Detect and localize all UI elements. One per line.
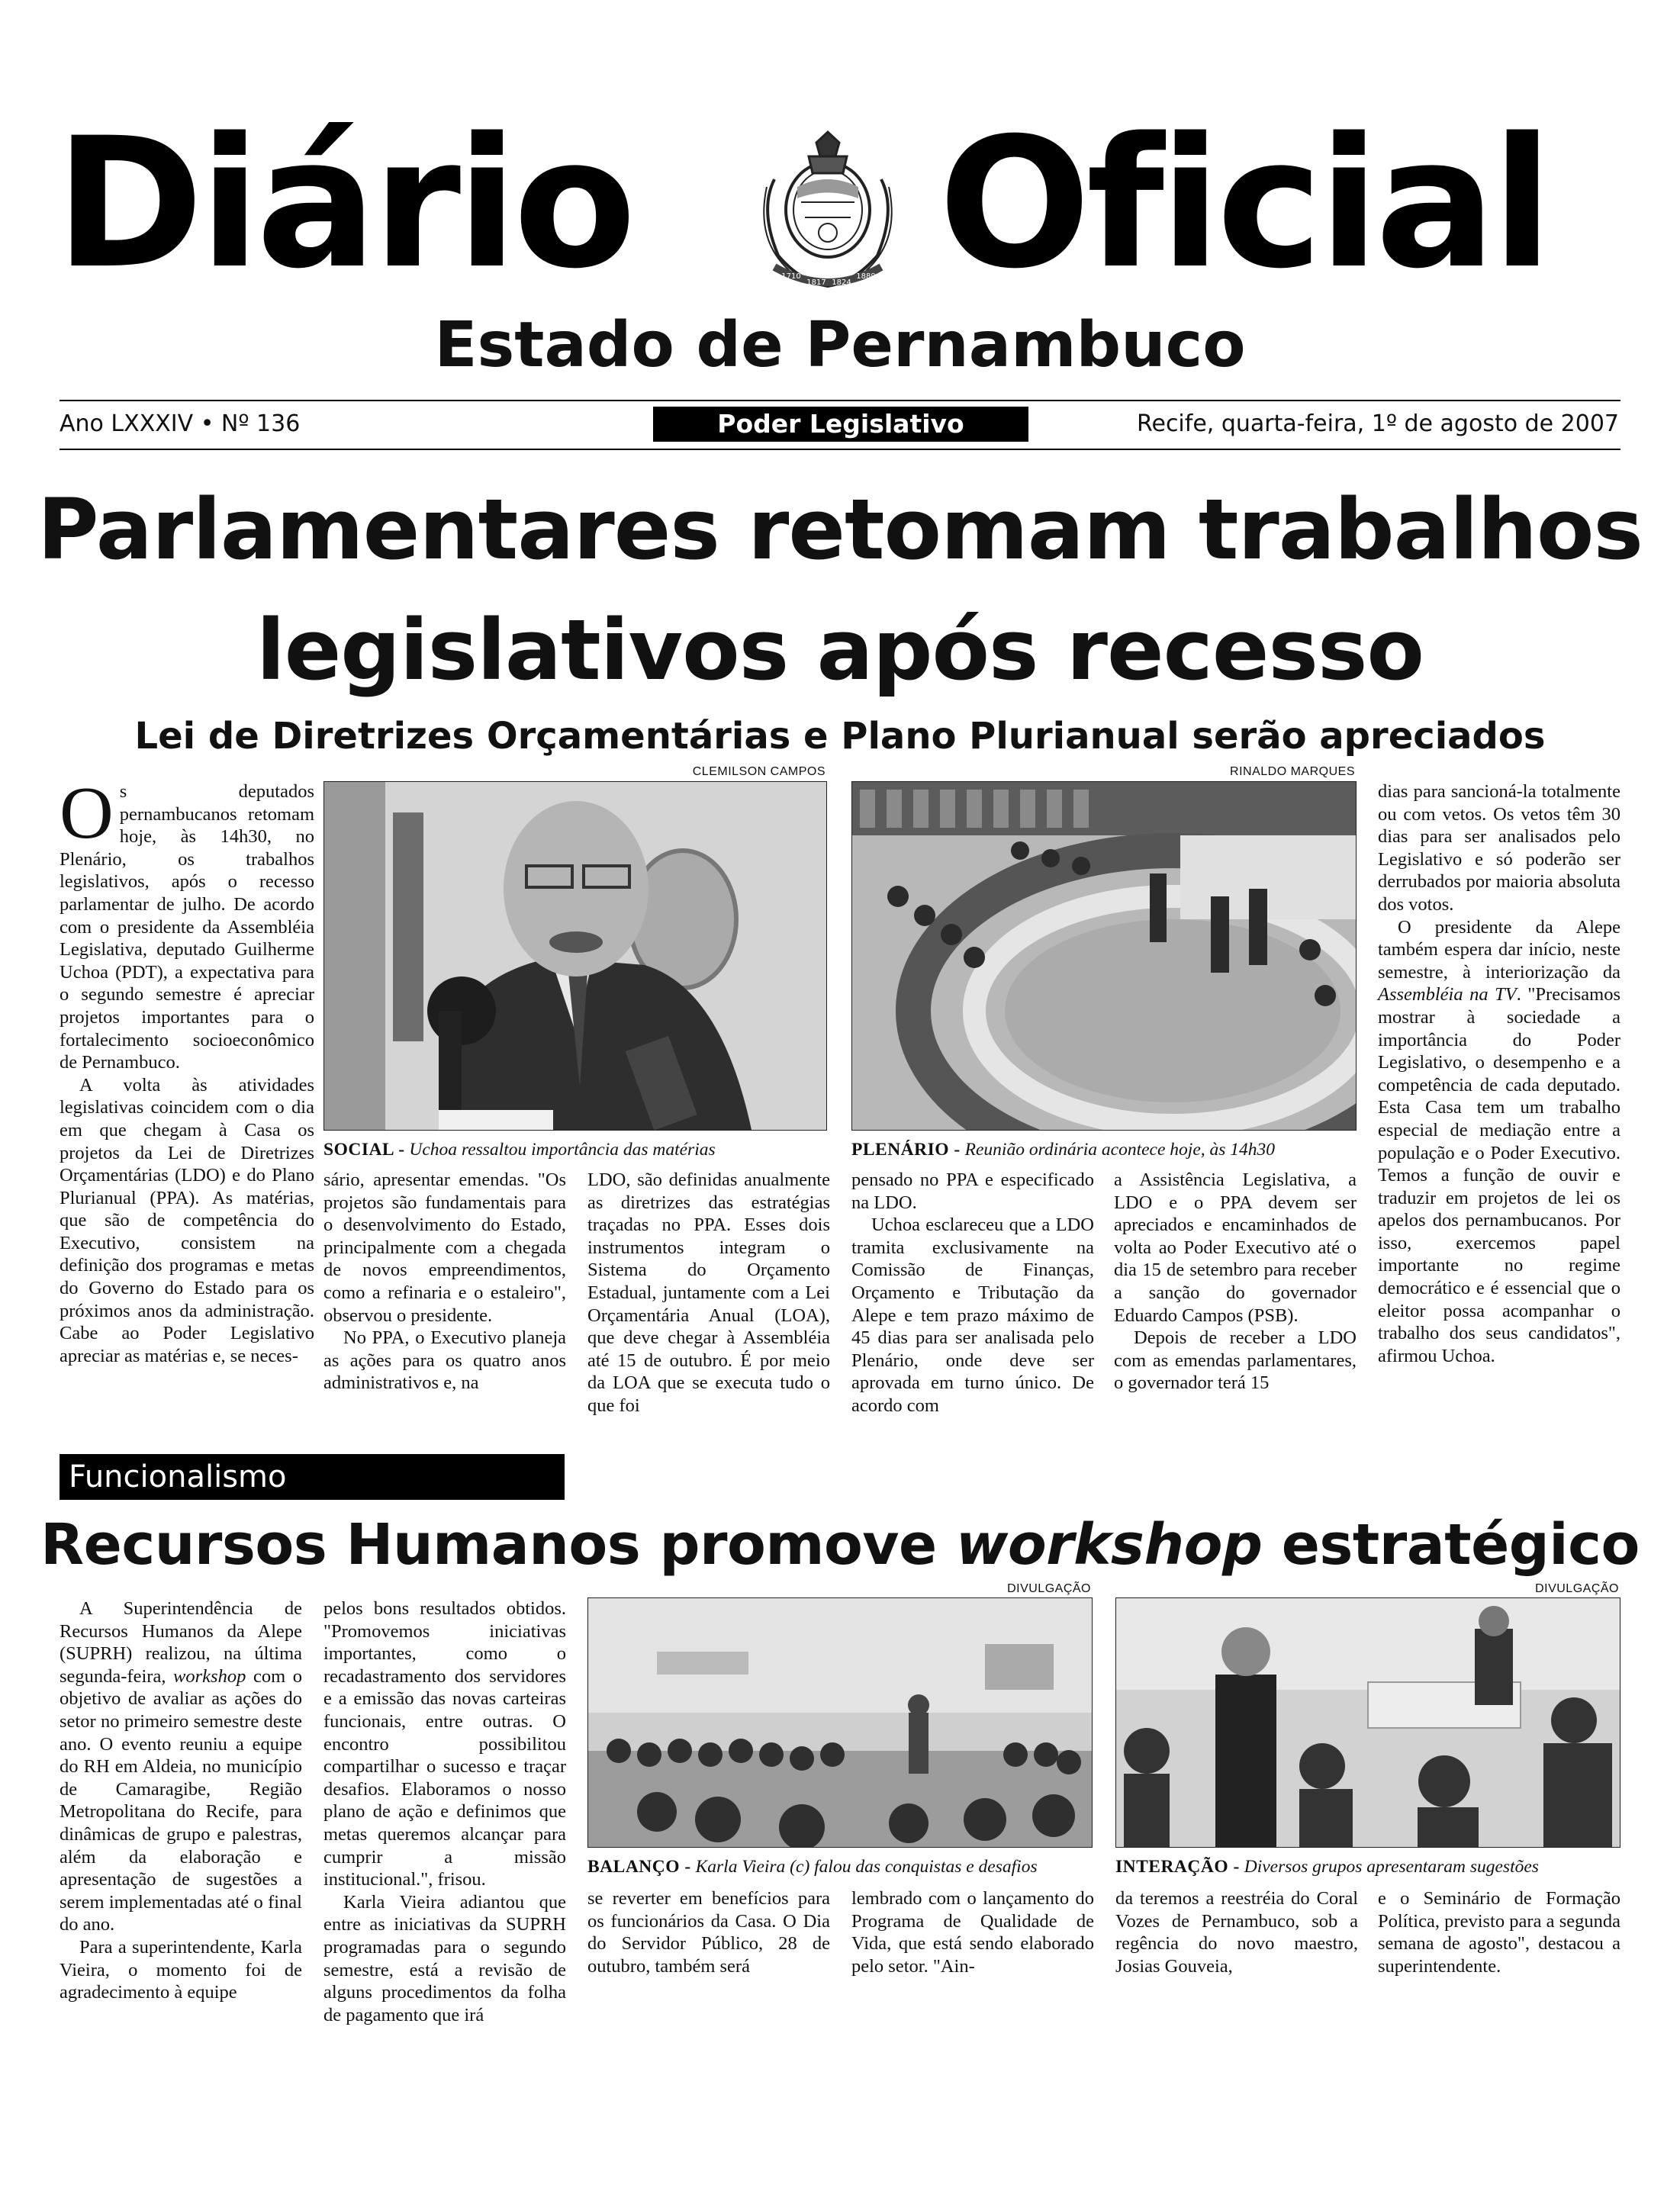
photo-credit: DIVULGAÇÃO xyxy=(1007,1582,1091,1595)
caption-text: Uchoa ressaltou importância das matérias xyxy=(409,1140,716,1160)
lead-subheadline: Lei de Diretrizes Orçamentárias e Plano Plurianual serão apreciados xyxy=(134,715,1546,758)
paragraph: se reverter em benefícios para os funcionários da Casa. O Dia do Servidor Público, 28 de outubro, também será xyxy=(587,1888,830,1977)
paragraph: s deputados pernambucanos retomam hoje, às 14h30, no Plenário, os trabalhos legislativos, após o recesso parlamentar de julho. De acordo com o presidente da Assembléia Legislativa, deputado Guilherme Uchoa (PDT), a expectativa para o segundo semestre é apreciar projetos importantes para o fortalecimento socioeconômico de Pernambuco. xyxy=(60,781,314,1073)
paragraph: pensado no PPA e especificado na LDO. xyxy=(851,1169,1094,1213)
state-coat-of-arms-icon xyxy=(744,126,912,298)
paragraph: A volta às atividades legislativas coincidem com o dia em que chegam à Casa os projetos da Lei de Diretrizes Orçamentárias (LDO) e do Plano Plurianual (PPA). As matérias, que são de competência do Executivo, consistem na definição dos programas e metas do Governo do Estado para os próximos anos da administração. Cabe ao Poder Legislativo apreciar as matérias e, se neces- xyxy=(60,1074,314,1366)
caption-text: Karla Vieira (c) falou das conquistas e desafios xyxy=(695,1857,1038,1877)
masthead-title-left: Diário xyxy=(55,100,632,308)
photo-credit: RINALDO MARQUES xyxy=(1230,765,1355,778)
text-run: O presidente da Alepe também espera dar início, neste semestre, à interiorização da xyxy=(1378,916,1620,983)
caption-label: INTERAÇÃO - xyxy=(1115,1857,1240,1877)
paragraph: sário, apresentar emendas. "Os projetos são fundamentais para o desenvolvimento do Estado, principalmente com a chegada de novos empreendimentos, como a refinaria e o estaleiro", observou o presidente. xyxy=(323,1169,566,1326)
text-run-italic: workshop xyxy=(955,1512,1263,1578)
photo-caption xyxy=(1115,1855,1619,1878)
paragraph: Depois de receber a LDO com as emendas parlamentares, o governador terá 15 xyxy=(1114,1327,1357,1394)
photo-caption xyxy=(851,1138,1355,1161)
paragraph: LDO, são definidas anualmente as diretrizes das estratégias traçadas no PPA. Esses dois instrumentos integram o Sistema do Orçamento Estadual, juntamente com a Lei Orçamentária Anual (LOA), que deve chegar à Assembléia até 15 de outubro. É por meio da LOA que se executa tudo o que foi xyxy=(587,1169,830,1416)
lead-column-3 xyxy=(587,1169,830,1417)
caption-label: SOCIAL - xyxy=(323,1140,405,1160)
paragraph: No PPA, o Executivo planeja as ações para os quatro anos administrativos e, na xyxy=(323,1327,566,1394)
photo-plenary-session xyxy=(851,781,1357,1131)
text-run-italic: Assembléia na TV xyxy=(1378,984,1517,1005)
lead-column-4 xyxy=(851,1169,1094,1417)
photo-credit: DIVULGAÇÃO xyxy=(1535,1582,1619,1595)
seal-year-3: 1824 xyxy=(832,278,851,287)
section-label: Poder Legislativo xyxy=(653,407,1028,442)
lead-column-2 xyxy=(323,1169,566,1395)
caption-text: Reunião ordinária acontece hoje, às 14h30 xyxy=(964,1140,1276,1160)
drop-cap: O xyxy=(60,772,114,854)
paragraph: Para a superintendente, Karla Vieira, o momento foi de agradecimento à equipe xyxy=(60,1936,302,2003)
second-column-6 xyxy=(1378,1887,1620,1977)
paragraph: e o Seminário de Formação Política, previsto para a segunda semana de agosto", destacou a superintendente. xyxy=(1378,1888,1620,1977)
photo-credit: CLEMILSON CAMPOS xyxy=(692,765,826,778)
text-run: Recursos Humanos promove xyxy=(40,1512,956,1578)
second-column-3 xyxy=(587,1887,830,1977)
text-run: A Superintendência de Recursos Humanos da Alepe (SUPRH) realizou, na última segunda-feira, xyxy=(60,1598,302,1687)
seal-year-2: 1817 xyxy=(806,278,826,287)
paragraph xyxy=(1378,916,1620,1368)
text-run: com o objetivo de avaliar as ações do setor no primeiro semestre deste ano. O evento reuniu a equipe do RH em Aldeia, no município de Camaragibe, Região Metropolitana do Recife, para dinâmicas de grupo e palestras, além da elaboração e apresentação de sugestões a serem implementadas até o final do ano. xyxy=(60,1665,302,1935)
second-column-2 xyxy=(323,1597,566,2026)
second-headline xyxy=(31,1507,1649,1583)
divider xyxy=(60,400,1620,401)
seal-year-4: 1889 xyxy=(856,272,876,281)
lead-column-1 xyxy=(60,772,314,1367)
second-column-5 xyxy=(1115,1887,1358,1977)
caption-label: BALANÇO - xyxy=(587,1857,691,1877)
masthead-title-right: Oficial xyxy=(938,100,1549,308)
second-column-1 xyxy=(60,1597,302,2004)
caption-text: Diversos grupos apresentaram sugestões xyxy=(1244,1857,1539,1877)
photo-group-interaction xyxy=(1115,1597,1620,1848)
lead-headline: Parlamentares retomam trabalhos legislativos após recesso xyxy=(37,481,1643,699)
photo-caption xyxy=(587,1855,1091,1878)
paragraph: Uchoa esclareceu que a LDO tramita exclusivamente na Comissão de Finanças, Orçamento e Tributação da Alepe e tem prazo máximo de 45 dias para ser analisada pelo Plenário, onde deve ser aprovada em turno único. De acordo com xyxy=(851,1215,1094,1416)
paragraph: a Assistência Legislativa, a LDO e o PPA devem ser apreciados e encaminhados de volta ao Poder Executivo até o dia 15 de setembro para receber a sanção do governador Eduardo Campos (PSB). xyxy=(1114,1169,1357,1326)
paragraph xyxy=(60,1597,302,1936)
edition-number: Ano LXXXIV • Nº 136 xyxy=(60,410,301,437)
masthead-subtitle: Estado de Pernambuco xyxy=(434,309,1246,381)
text-run: . "Precisamos mostrar à sociedade a importância do Poder Legislativo, o desempenho e a competência de cada deputado. Esta Casa tem um trabalho especial de mediação entre a população e o Poder Executivo. Temos a função de ouvir e traduzir em projetos de lei os apelos dos pernambucanos. Por isso, exercemos papel importante no regime democrático e é essencial que o eleitor possa acompanhar o trabalho dos seus candidatos", afirmou Uchoa. xyxy=(1378,984,1620,1366)
paragraph: lembrado com o lançamento do Programa de Qualidade de Vida, que está sendo elaborado pelo setor. "Ain- xyxy=(851,1888,1094,1977)
text-run: estratégico xyxy=(1262,1512,1640,1578)
caption-label: PLENÁRIO - xyxy=(851,1140,961,1160)
photo-deputy-interview xyxy=(323,781,827,1131)
photo-caption xyxy=(323,1138,826,1161)
divider xyxy=(60,449,1620,450)
second-column-4 xyxy=(851,1887,1094,1977)
lead-column-6 xyxy=(1378,780,1620,1367)
paragraph: pelos bons resultados obtidos. "Promovemos iniciativas importantes, como o recadastramento dos servidores e a emissão das novas carteiras funcionais, entre outras. O encontro possibilitou compartilhar o sucesso e traçar desafios. Elaboramos o nosso plano de ação e definimos que metas queremos alcançar para cumprir a missão institucional.", frisou. xyxy=(323,1598,566,1890)
paragraph: dias para sancioná-la totalmente ou com vetos. Os vetos têm 30 dias para ser analisados pelo Legislativo e só poderão ser derrubados por maioria absoluta dos votos. xyxy=(1378,781,1620,915)
paragraph: da teremos a reestréia do Coral Vozes de Pernambuco, sob a regência do novo maestro, Josias Gouveia, xyxy=(1115,1888,1358,1977)
text-run-italic: workshop xyxy=(173,1665,246,1687)
section-tag: Funcionalismo xyxy=(60,1454,565,1500)
paragraph: Karla Vieira adiantou que entre as iniciativas da SUPRH programadas para o segundo semestre, está a revisão de alguns procedimentos da folha de pagamento que irá xyxy=(323,1891,566,2025)
seal-year-1: 1710 xyxy=(781,272,801,281)
lead-column-5 xyxy=(1114,1169,1357,1395)
dateline: Recife, quarta-feira, 1º de agosto de 2007 xyxy=(1136,410,1619,437)
photo-workshop-meeting xyxy=(587,1597,1093,1848)
